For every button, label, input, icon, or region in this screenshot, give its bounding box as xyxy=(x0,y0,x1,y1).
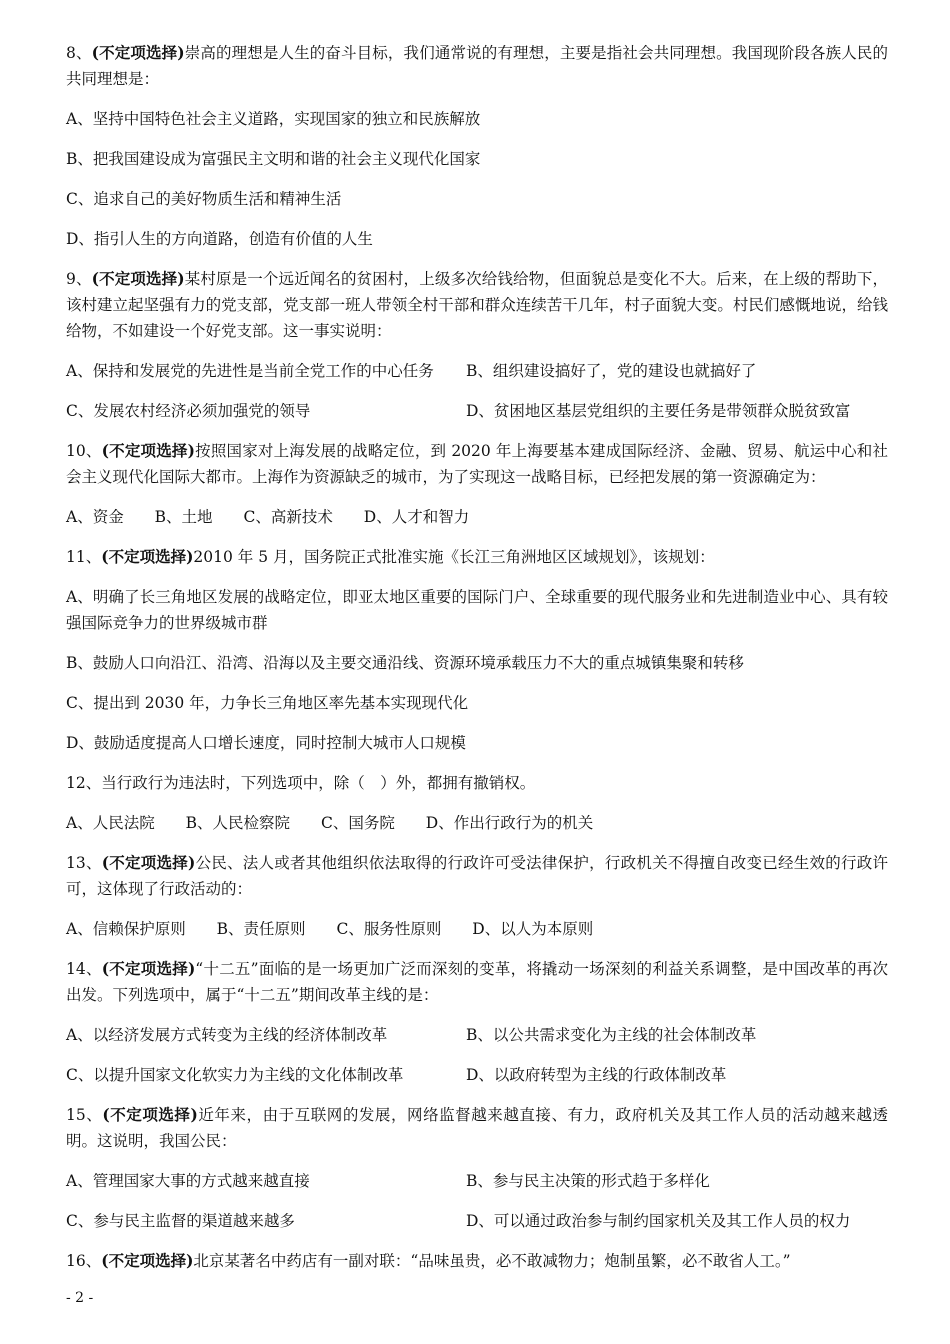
option-c: C、以提升国家文化软实力为主线的文化体制改革 xyxy=(66,1066,404,1084)
option-a: A、管理国家大事的方式越来越直接 xyxy=(66,1172,310,1190)
question-12 xyxy=(66,770,888,836)
option-c: C、提出到 2030 年，力争长三角地区率先基本实现现代化 xyxy=(66,694,469,712)
question-9 xyxy=(66,266,888,424)
option-d: D、人才和智力 xyxy=(363,508,470,526)
question-stem: 13、(不定项选择)公民、法人或者其他组织依法取得的行政许可受法律保护，行政机关不得擅自改变已经生效的行政许可，这体现了行政活动的： xyxy=(66,853,888,898)
option-row xyxy=(66,504,888,530)
option-d: D、贫困地区基层党组织的主要任务是带领群众脱贫致富 xyxy=(466,402,851,420)
option-row xyxy=(66,398,888,424)
option-b: B、以公共需求变化为主线的社会体制改革 xyxy=(466,1026,757,1044)
option-a: A、人民法院 xyxy=(66,814,155,832)
option-b: B、参与民主决策的形式趋于多样化 xyxy=(466,1172,710,1190)
option-b: B、人民检察院 xyxy=(185,814,291,832)
question-type-tag: (不定项选择) xyxy=(101,1251,194,1270)
option-c: C、高新技术 xyxy=(243,508,333,526)
question-10 xyxy=(66,438,888,530)
option-b: B、土地 xyxy=(154,508,213,526)
option-row xyxy=(66,916,888,942)
option-a: A、信赖保护原则 xyxy=(66,920,186,938)
question-16 xyxy=(66,1248,888,1274)
question-type-tag: (不定项选择) xyxy=(101,547,194,566)
option-c: C、服务性原则 xyxy=(336,920,442,938)
option-row xyxy=(66,358,888,384)
exam-page xyxy=(66,40,888,1288)
question-14 xyxy=(66,956,888,1088)
option-d: D、以人为本原则 xyxy=(472,920,594,938)
question-stem: 8、(不定项选择)崇高的理想是人生的奋斗目标，我们通常说的有理想，主要是指社会共同理想。我国现阶段各族人民的共同理想是： xyxy=(66,43,888,88)
option-a: A、坚持中国特色社会主义道路，实现国家的独立和民族解放 xyxy=(66,110,481,128)
question-stem: 9、(不定项选择)某村原是一个远近闻名的贫困村，上级多次给钱给物，但面貌总是变化不大。后来，在上级的帮助下，该村建立起坚强有力的党支部，党支部一班人带领全村干部和群众连续苦干几年，村子面貌大变。村民们感慨地说，给钱给物，不如建设一个好党支部。这一事实说明： xyxy=(66,269,888,340)
question-11 xyxy=(66,544,888,756)
question-type-tag: (不定项选择) xyxy=(91,269,185,288)
option-a: A、保持和发展党的先进性是当前全党工作的中心任务 xyxy=(66,362,434,380)
page-number: - 2 - xyxy=(66,1290,94,1306)
question-type-tag: (不定项选择) xyxy=(101,441,195,460)
question-type-tag: (不定项选择) xyxy=(91,43,185,62)
option-row xyxy=(66,1022,888,1048)
option-b: B、责任原则 xyxy=(216,920,306,938)
question-stem: 16、(不定项选择)北京某著名中药店有一副对联：“品味虽贵，必不敢减物力；炮制虽繁，必不敢省人工。” xyxy=(66,1251,791,1270)
option-d: D、指引人生的方向道路，创造有价值的人生 xyxy=(66,230,373,248)
option-b: B、把我国建设成为富强民主文明和谐的社会主义现代化国家 xyxy=(66,150,481,168)
option-row xyxy=(66,1168,888,1194)
question-8 xyxy=(66,40,888,252)
option-c: C、追求自己的美好物质生活和精神生活 xyxy=(66,190,342,208)
option-a: A、明确了长三角地区发展的战略定位，即亚太地区重要的国际门户、全球重要的现代服务业和先进制造业中心、具有较强国际竞争力的世界级城市群 xyxy=(66,588,888,632)
option-d: D、可以通过政治参与制约国家机关及其工作人员的权力 xyxy=(466,1212,851,1230)
question-stem: 10、(不定项选择)按照国家对上海发展的战略定位，到 2020 年上海要基本建成国际经济、金融、贸易、航运中心和社会主义现代化国际大都市。上海作为资源缺乏的城市，为了实现这一战略目标，已经把发展的第一资源确定为： xyxy=(66,441,888,486)
question-stem: 15、(不定项选择)近年来，由于互联网的发展，网络监督越来越直接、有力，政府机关及其工作人员的活动越来越透明。这说明，我国公民： xyxy=(66,1105,888,1150)
question-type-tag: (不定项选择) xyxy=(101,959,196,978)
question-type-tag: (不定项选择) xyxy=(102,1105,198,1124)
option-d: D、作出行政行为的机关 xyxy=(425,814,594,832)
option-d: D、鼓励适度提高人口增长速度，同时控制大城市人口规模 xyxy=(66,734,466,752)
question-15 xyxy=(66,1102,888,1234)
option-c: C、国务院 xyxy=(320,814,395,832)
option-b: B、组织建设搞好了，党的建设也就搞好了 xyxy=(466,362,757,380)
question-stem: 11、(不定项选择)2010 年 5 月，国务院正式批准实施《长江三角洲地区区域规划》，该规划： xyxy=(66,547,715,566)
option-a: A、以经济发展方式转变为主线的经济体制改革 xyxy=(66,1026,388,1044)
question-stem: 14、(不定项选择)“十二五”面临的是一场更加广泛而深刻的变革，将撬动一场深刻的利益关系调整，是中国改革的再次出发。下列选项中，属于“十二五”期间改革主线的是： xyxy=(66,959,889,1004)
option-row xyxy=(66,1208,888,1234)
question-13 xyxy=(66,850,888,942)
option-c: C、发展农村经济必须加强党的领导 xyxy=(66,402,311,420)
option-row xyxy=(66,1062,888,1088)
option-d: D、以政府转型为主线的行政体制改革 xyxy=(466,1066,727,1084)
option-c: C、参与民主监督的渠道越来越多 xyxy=(66,1212,295,1230)
option-a: A、资金 xyxy=(66,508,124,526)
question-stem: 12、当行政行为违法时，下列选项中，除（ ）外，都拥有撤销权。 xyxy=(66,774,536,792)
option-row xyxy=(66,810,888,836)
option-b: B、鼓励人口向沿江、沿湾、沿海以及主要交通沿线、资源环境承载压力不大的重点城镇集聚和转移 xyxy=(66,654,744,672)
question-type-tag: (不定项选择) xyxy=(101,853,196,872)
